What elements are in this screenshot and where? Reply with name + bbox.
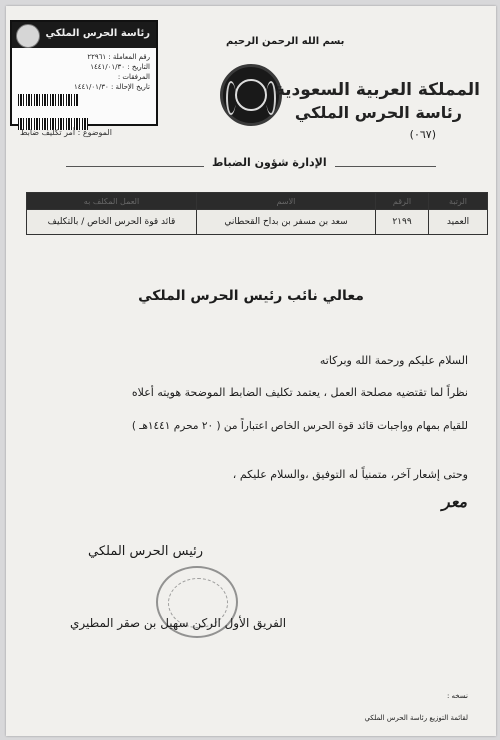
stamp-header-bar bbox=[12, 22, 156, 48]
officer-table bbox=[26, 192, 488, 235]
table-row bbox=[27, 210, 488, 235]
signatory-title: رئيس الحرس الملكي bbox=[88, 544, 204, 559]
assignment-cell: قائد قوة الحرس الخاص / بالتكليف bbox=[27, 210, 197, 235]
subject-line: الموضوع : أمر تكليف ضابط bbox=[20, 128, 112, 137]
body-line-1: نظراً لما تقتضيه مصلحة العمل ، يعتمد تكليف الضابط الموضحة هويته أعلاه bbox=[131, 386, 468, 399]
body-line-2: للقيام بمهام وواجبات قائد قوة الحرس الخاص اعتباراً من ( ٢٠ محرم ١٤٤١هـ ) bbox=[131, 420, 468, 432]
barcode-icon bbox=[18, 94, 78, 106]
table-header-cell: العمل المكلف به bbox=[27, 193, 197, 210]
greeting: السلام عليكم ورحمة الله وبركاته bbox=[319, 354, 468, 367]
stamp-transaction-number: رقم المعاملة : ٢٢٩٦١ bbox=[87, 53, 150, 61]
number-cell: ٢١٩٩ bbox=[376, 210, 429, 235]
name-cell: سعد بن مسفر بن بداح القحطاني bbox=[197, 210, 376, 235]
stamp-attachments: المرفقات : bbox=[117, 73, 150, 81]
table-header-row bbox=[27, 193, 488, 210]
header-code: (٠٦٧) bbox=[409, 128, 436, 141]
royal-guard-emblem-icon bbox=[220, 64, 282, 126]
stamp-date: التاريخ : ١٤٤١/٠١/٣٠ bbox=[90, 63, 150, 71]
addressee: معالي نائب رئيس الحرس الملكي bbox=[138, 288, 364, 304]
copies-label: نسخه : bbox=[446, 692, 468, 700]
table-header-cell: الرتبة bbox=[429, 193, 488, 210]
body-line-3: وحتى إشعار آخر، متمنياً له التوفيق ،والسلام عليكم ، bbox=[232, 468, 468, 481]
copies-line: لقائمة التوزيع رئاسة الحرس الملكي bbox=[364, 714, 468, 722]
signatory-name: الفريق الأول الركن سهيل بن صقر المطيري bbox=[70, 616, 287, 630]
stamp-referral-date: تاريخ الإحالة : ١٤٤١/٠١/٣٠ bbox=[73, 83, 150, 91]
emblem-icon bbox=[16, 24, 40, 48]
table-header-cell: الاسم bbox=[197, 193, 376, 210]
stamp-fields bbox=[74, 52, 150, 92]
table-header-cell: الرقم bbox=[376, 193, 429, 210]
department-title: الإدارة شؤون الضباط bbox=[204, 156, 335, 169]
document-sheet bbox=[6, 6, 496, 736]
basmala: بسم الله الرحمن الرحيم bbox=[226, 36, 345, 47]
header-kingdom: المملكة العربية السعودية bbox=[274, 80, 480, 100]
registration-stamp bbox=[10, 20, 158, 126]
header-presidency: رئاسة الحرس الملكي bbox=[294, 103, 462, 122]
rank-cell: العميد bbox=[429, 210, 488, 235]
stamp-header-text: رئاسة الحرس الملكي bbox=[45, 28, 150, 39]
emblem-inner-ring bbox=[235, 79, 267, 111]
handwritten-initial: معر bbox=[442, 492, 468, 511]
